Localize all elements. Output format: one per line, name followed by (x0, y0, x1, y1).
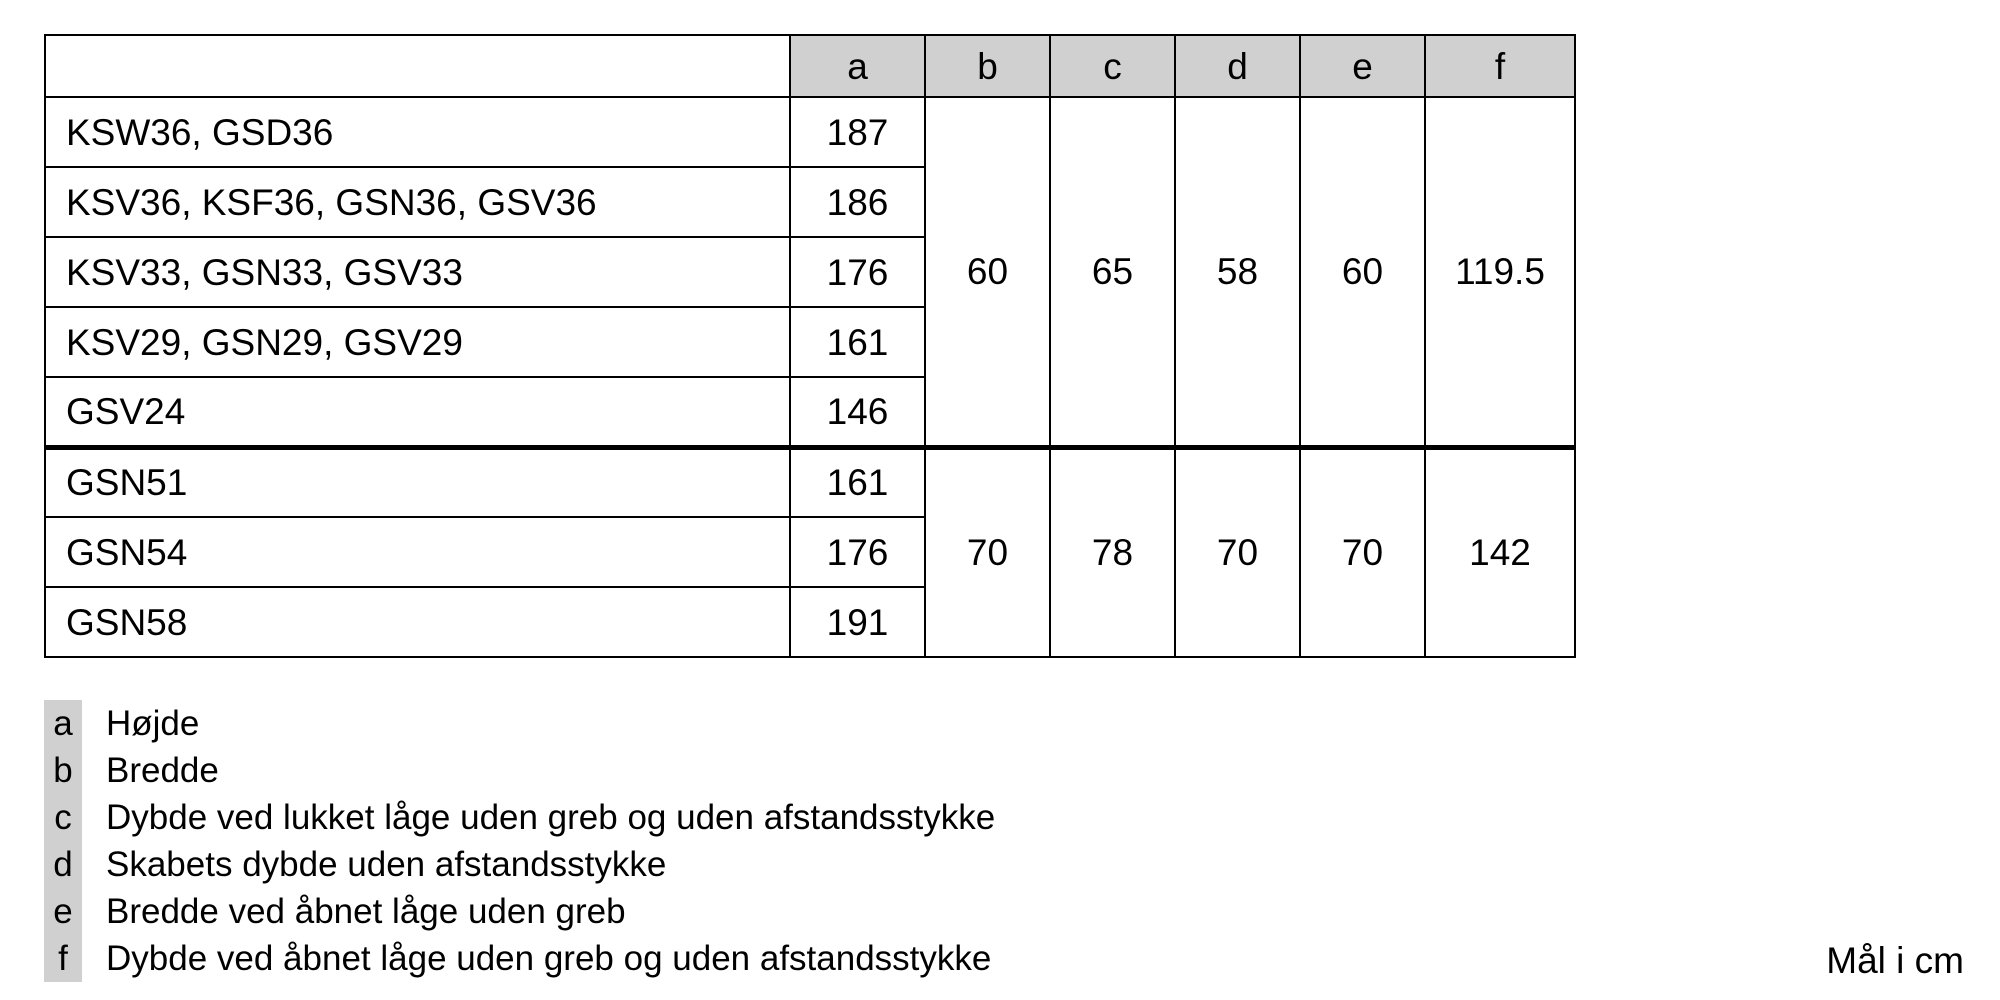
cell-a: 186 (790, 167, 925, 237)
table-row (45, 447, 1575, 517)
legend-item-c (44, 794, 1344, 841)
cell-f-group2: 142 (1425, 447, 1575, 657)
legend-key: e (44, 888, 82, 935)
legend-text: Dybde ved lukket låge uden greb og uden afstandsstykke (106, 798, 996, 837)
cell-b-group2: 70 (925, 447, 1050, 657)
unit-note: Mål i cm (1826, 940, 1964, 982)
cell-b-group1: 60 (925, 97, 1050, 447)
cell-model: GSN54 (45, 517, 790, 587)
dimensions-table (44, 34, 1576, 658)
legend-text: Bredde (106, 751, 219, 790)
cell-model: KSV29, GSN29, GSV29 (45, 307, 790, 377)
cell-e-group1: 60 (1300, 97, 1425, 447)
legend-key: f (44, 935, 82, 982)
legend-text: Højde (106, 704, 200, 743)
cell-model: KSV36, KSF36, GSN36, GSV36 (45, 167, 790, 237)
legend-item-b (44, 747, 1344, 794)
legend-item-e (44, 888, 1344, 935)
cell-a: 161 (790, 447, 925, 517)
cell-model: KSW36, GSD36 (45, 97, 790, 167)
cell-a: 176 (790, 237, 925, 307)
legend-text: Skabets dybde uden afstandsstykke (106, 845, 667, 884)
cell-a: 176 (790, 517, 925, 587)
cell-a: 191 (790, 587, 925, 657)
header-cell-model (45, 35, 790, 97)
cell-f-group1: 119.5 (1425, 97, 1575, 447)
cell-d-group1: 58 (1175, 97, 1300, 447)
legend-text: Bredde ved åbnet låge uden greb (106, 892, 626, 931)
legend-item-a (44, 700, 1344, 747)
cell-d-group2: 70 (1175, 447, 1300, 657)
table-header-row (45, 35, 1575, 97)
legend-key: b (44, 747, 82, 794)
legend (44, 700, 1344, 982)
legend-text: Dybde ved åbnet låge uden greb og uden afstandsstykke (106, 939, 992, 978)
header-cell-d: d (1175, 35, 1300, 97)
legend-key: a (44, 700, 82, 747)
cell-e-group2: 70 (1300, 447, 1425, 657)
table-header (45, 35, 1575, 97)
cell-c-group1: 65 (1050, 97, 1175, 447)
cell-model: GSN51 (45, 447, 790, 517)
cell-model: GSV24 (45, 377, 790, 447)
header-cell-b: b (925, 35, 1050, 97)
cell-model: KSV33, GSN33, GSV33 (45, 237, 790, 307)
table-row (45, 97, 1575, 167)
header-cell-a: a (790, 35, 925, 97)
cell-model: GSN58 (45, 587, 790, 657)
cell-c-group2: 78 (1050, 447, 1175, 657)
header-cell-f: f (1425, 35, 1575, 97)
legend-item-f (44, 935, 1344, 982)
legend-item-d (44, 841, 1344, 888)
cell-a: 146 (790, 377, 925, 447)
cell-a: 187 (790, 97, 925, 167)
header-cell-e: e (1300, 35, 1425, 97)
legend-key: c (44, 794, 82, 841)
legend-key: d (44, 841, 82, 888)
header-cell-c: c (1050, 35, 1175, 97)
table-body (45, 97, 1575, 657)
cell-a: 161 (790, 307, 925, 377)
